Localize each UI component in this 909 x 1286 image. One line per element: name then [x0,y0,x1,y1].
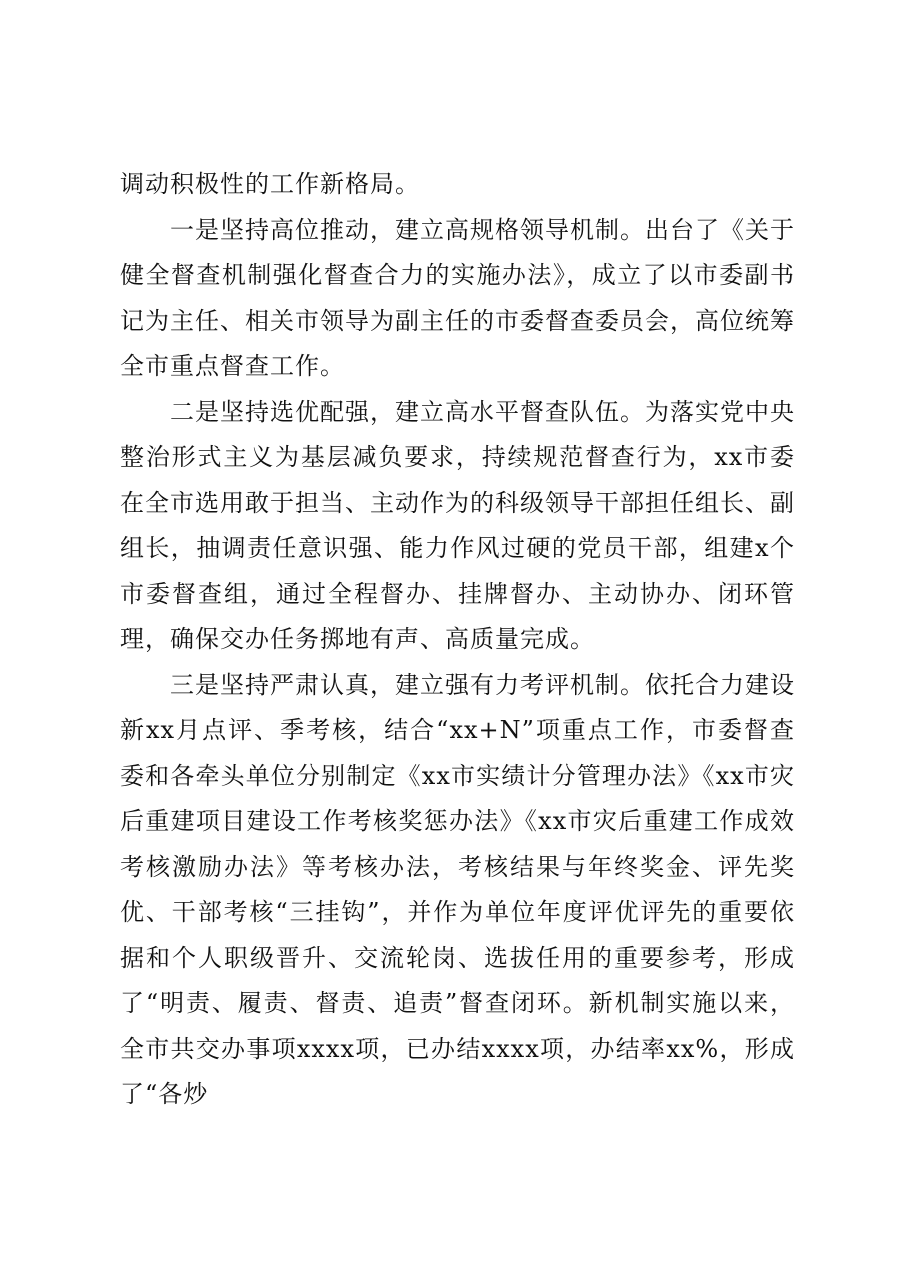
paragraph-supervision-team: 二是坚持选优配强，建立高水平督查队伍。为落实党中央整治形式主义为基层减负要求，持续规范督查行为，xx市委在全市选用敢于担当、主动作为的科级领导干部担任组长、副组长，抽调责任意识强、能力作风过硬的党员干部，组建x个市委督查组，通过全程督办、挂牌督办、主动协办、闭环管理，确保交办任务掷地有声、高质量完成。 [120,397,795,653]
paragraph-leadership-mechanism: 一是坚持高位推动，建立高规格领导机制。出台了《关于健全督查机制强化督查合力的实施办法》，成立了以市委副书记为主任、相关市领导为副主任的市委督查委员会，高位统筹全市重点督查工作。 [120,215,795,380]
paragraph-continuation: 调动积极性的工作新格局。 [120,170,420,198]
paragraph-evaluation-mechanism: 三是坚持严肃认真，建立强有力考评机制。依托合力建设新xx月点评、季考核，结合“xx+N”项重点工作，市委督查委和各牵头单位分别制定《xx市实绩计分管理办法》《xx市灾后重建项目建设工作考核奖惩办法》《xx市灾后重建工作成效考核激励办法》等考核办法，考核结果与年终奖金、评先奖优、干部考核“三挂钩”，并作为单位年度评优评先的重要依据和个人职级晋升、交流轮岗、选拔任用的重要参考，形成了“明责、履责、督责、追责”督查闭环。新机制实施以来，全市共交办事项xxxx项，已办结xxxx项，办结率xx%，形成了“各炒 [120,670,795,1108]
document-page [120,162,795,1118]
